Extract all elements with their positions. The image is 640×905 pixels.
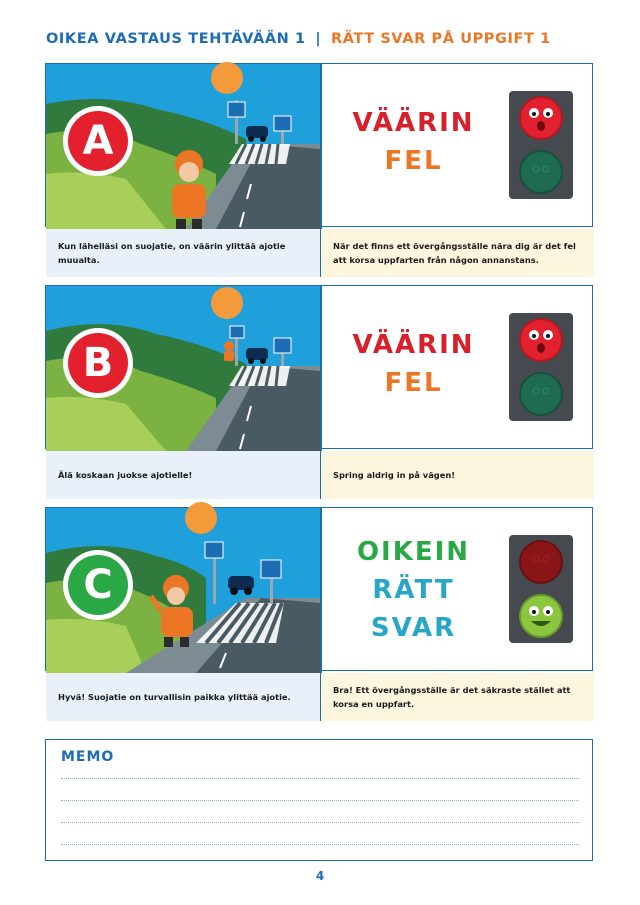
verdict-c-line-3: SVAR: [370, 613, 457, 643]
answer-panel-a: [45, 63, 593, 265]
memo-line: [61, 778, 579, 779]
scene-illustration-b: [46, 286, 320, 451]
scene-illustration-c: [46, 508, 320, 673]
verdict-a-line-2: FEL: [384, 146, 443, 176]
memo-line: [61, 844, 579, 845]
verdict-b: [321, 286, 506, 451]
answer-panel-b: [45, 285, 593, 480]
letter-badge-a-text: A: [82, 118, 114, 164]
answer-panel-c: [45, 507, 593, 709]
verdict-c-line-2: RÄTT: [372, 575, 455, 605]
memo-line: [61, 800, 579, 801]
memo-box[interactable]: [45, 739, 593, 861]
header-finnish: OIKEA VASTAUS TEHTÄVÄÄN 1: [46, 31, 306, 47]
verdict-c-line-1: OIKEIN: [356, 537, 471, 567]
header-swedish: RÄTT SVAR PÅ UPPGIFT 1: [330, 31, 551, 47]
caption-finnish-a: Kun lähelläsi on suojatie, on väärin ylittää ajotie muualta.: [46, 229, 320, 277]
memo-title: MEMO: [61, 749, 115, 765]
caption-swedish-b: Spring aldrig in på vägen!: [321, 451, 594, 499]
traffic-light-b: [509, 313, 573, 425]
verdict-b-line-1: VÄÄRIN: [352, 330, 475, 360]
verdict-c: [321, 508, 506, 673]
letter-badge-b-text: B: [82, 340, 114, 386]
caption-finnish-b: Älä koskaan juokse ajotielle!: [46, 451, 320, 499]
scene-illustration-a: [46, 64, 320, 229]
verdict-b-line-2: FEL: [384, 368, 443, 398]
caption-swedish-a: När det finns ett övergångsställe nära dig är det fel att korsa uppfarten från någon annanstans.: [321, 229, 594, 277]
page-number: 4: [315, 869, 325, 883]
caption-finnish-c: Hyvä! Suojatie on turvallisin paikka ylittää ajotie.: [46, 673, 320, 721]
letter-badge-c-text: C: [83, 562, 113, 608]
caption-swedish-c: Bra! Ett övergångsställe är det säkraste stället att korsa en uppfart.: [321, 673, 594, 721]
verdict-a-line-1: VÄÄRIN: [352, 108, 475, 138]
memo-line: [61, 822, 579, 823]
page-header: [46, 31, 551, 47]
traffic-light-c: [509, 535, 573, 647]
traffic-light-a: [509, 91, 573, 203]
verdict-a: [321, 64, 506, 229]
header-separator: |: [315, 31, 322, 47]
